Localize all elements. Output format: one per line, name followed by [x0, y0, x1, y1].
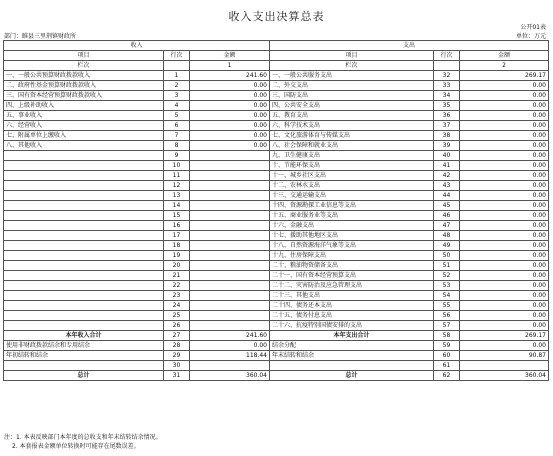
- expense-amount: 0.00: [460, 111, 549, 121]
- expense-row-no: 55: [434, 301, 460, 311]
- income-item: [4, 321, 164, 331]
- table-row: [4, 81, 549, 91]
- table-row: [4, 201, 549, 211]
- page-title: 收入支出决算总表: [228, 10, 325, 23]
- expense-amount: 0.00: [460, 131, 549, 141]
- income-row-no: 19: [164, 251, 190, 261]
- income-special-label: 使用非财政拨款结余和专用结余: [4, 341, 164, 351]
- expense-item: 四、公共安全支出: [270, 101, 434, 111]
- expense-alloc-amount: 0.00: [460, 341, 549, 351]
- expense-amount: 0.00: [460, 161, 549, 171]
- grand-total-row: [4, 371, 549, 381]
- income-amount: [190, 291, 270, 301]
- expense-row-no: 32: [434, 71, 460, 81]
- expense-alloc-no: 59: [434, 341, 460, 351]
- table-row: [4, 161, 549, 171]
- income-amount: [190, 221, 270, 231]
- income-row-no: 16: [164, 221, 190, 231]
- income-row-no: 14: [164, 201, 190, 211]
- table-row: [4, 211, 549, 221]
- expense-row-no: 47: [434, 221, 460, 231]
- table-row: [4, 151, 549, 161]
- expense-item: 二十一、国有资本经营预算支出: [270, 271, 434, 281]
- expense-item: 二、外交支出: [270, 81, 434, 91]
- income-amount: [190, 301, 270, 311]
- income-row-no: 6: [164, 121, 190, 131]
- table-row: [4, 321, 549, 331]
- income-amount: 0.00: [190, 141, 270, 151]
- table-row: [4, 231, 549, 241]
- expense-amount: 0.00: [460, 231, 549, 241]
- income-item: [4, 281, 164, 291]
- blank-cell: [4, 361, 164, 371]
- income-amount: [190, 171, 270, 181]
- income-amount: 241.60: [190, 71, 270, 81]
- expense-item: 十八、自然资源海洋气象等支出: [270, 241, 434, 251]
- income-amount: [190, 211, 270, 221]
- expense-item: 五、教育支出: [270, 111, 434, 121]
- expense-item: 十二、农林水支出: [270, 181, 434, 191]
- expense-item: 十五、商业服务业等支出: [270, 211, 434, 221]
- income-item: [4, 301, 164, 311]
- income-item: [4, 171, 164, 181]
- expense-rowno-header: 行次: [434, 51, 460, 61]
- income-amount: [190, 311, 270, 321]
- blank-row: [4, 361, 549, 371]
- expense-row-no: 35: [434, 101, 460, 111]
- table-row: [4, 131, 549, 141]
- income-item: [4, 211, 164, 221]
- table-row: [4, 141, 549, 151]
- income-sum-amount: 360.04: [190, 371, 270, 381]
- expense-amount: 0.00: [460, 291, 549, 301]
- table-row: [4, 91, 549, 101]
- income-item: 七、附属单位上缴收入: [4, 131, 164, 141]
- income-row-no: 23: [164, 291, 190, 301]
- income-row-no: 21: [164, 271, 190, 281]
- expense-total-amount: 269.17: [460, 331, 549, 341]
- income-amount: [190, 201, 270, 211]
- footnote-1: 注：1. 本表反映部门本年度的总收支和年末结转结余情况。: [4, 434, 162, 441]
- expense-amount: 0.00: [460, 271, 549, 281]
- income-item: [4, 181, 164, 191]
- income-amount: [190, 231, 270, 241]
- income-amount: [190, 321, 270, 331]
- income-row-no: 20: [164, 261, 190, 271]
- expense-amount: 0.00: [460, 321, 549, 331]
- expense-row-no: 44: [434, 191, 460, 201]
- blank-cell: [434, 61, 460, 71]
- income-amount: [190, 241, 270, 251]
- department-label: 部门：睢县三里荆镇财政所: [4, 33, 77, 40]
- expense-amount: 0.00: [460, 251, 549, 261]
- table-row: [4, 111, 549, 121]
- expense-amount: 0.00: [460, 301, 549, 311]
- expense-item: 十六、金融支出: [270, 221, 434, 231]
- income-item: [4, 161, 164, 171]
- expense-amount: 0.00: [460, 201, 549, 211]
- expense-amount: 0.00: [460, 311, 549, 321]
- table-row: [4, 101, 549, 111]
- blank-cell: [164, 61, 190, 71]
- income-total-label: 本年收入合计: [4, 331, 164, 341]
- table-row: [4, 121, 549, 131]
- table-row: [4, 311, 549, 321]
- income-rowno-header: 行次: [164, 51, 190, 61]
- income-item-header: 项目: [4, 51, 164, 61]
- income-amount: 0.00: [190, 111, 270, 121]
- special-row: [4, 341, 549, 351]
- income-begin-label: 年初结转和结余: [4, 351, 164, 361]
- income-amount: [190, 151, 270, 161]
- income-row-no: 22: [164, 281, 190, 291]
- income-item: 五、事业收入: [4, 111, 164, 121]
- income-item: [4, 191, 164, 201]
- income-blank-no: 30: [164, 361, 190, 371]
- expense-amount: 0.00: [460, 241, 549, 251]
- income-item: [4, 311, 164, 321]
- income-total-no: 27: [164, 331, 190, 341]
- expense-row-no: 49: [434, 241, 460, 251]
- blank-cell: [190, 361, 270, 371]
- expense-item: 二十二、灾害防治及应急管理支出: [270, 281, 434, 291]
- income-row-no: 7: [164, 131, 190, 141]
- income-item: [4, 261, 164, 271]
- expense-item: 二十三、其他支出: [270, 291, 434, 301]
- expense-column-no-label: 栏次: [270, 61, 434, 71]
- table-row: [4, 291, 549, 301]
- expense-item-header: 项目: [270, 51, 434, 61]
- income-sum-no: 31: [164, 371, 190, 381]
- income-total-amount: 241.60: [190, 331, 270, 341]
- expense-row-no: 48: [434, 231, 460, 241]
- table-row: [4, 191, 549, 201]
- expense-amount: 0.00: [460, 191, 549, 201]
- header-row-column-numbers: [4, 61, 549, 71]
- summary-table: [3, 40, 549, 381]
- expense-row-no: 36: [434, 111, 460, 121]
- expense-end-no: 60: [434, 351, 460, 361]
- income-row-no: 26: [164, 321, 190, 331]
- expense-amount: 0.00: [460, 261, 549, 271]
- expense-row-no: 34: [434, 91, 460, 101]
- expense-amount: 0.00: [460, 101, 549, 111]
- expense-item: 三、国防支出: [270, 91, 434, 101]
- blank-cell: [270, 361, 434, 371]
- income-amount: 0.00: [190, 91, 270, 101]
- income-header: 收入: [4, 41, 270, 51]
- income-amount: 0.00: [190, 131, 270, 141]
- expense-row-no: 53: [434, 281, 460, 291]
- expense-row-no: 56: [434, 311, 460, 321]
- income-item: 八、其他收入: [4, 141, 164, 151]
- blank-cell: [460, 361, 549, 371]
- expense-row-no: 46: [434, 211, 460, 221]
- expense-amount: 0.00: [460, 121, 549, 131]
- table-row: [4, 241, 549, 251]
- expense-alloc-label: 结余分配: [270, 341, 434, 351]
- expense-sum-no: 62: [434, 371, 460, 381]
- expense-total-label: 本年支出合计: [270, 331, 434, 341]
- expense-amount: 269.17: [460, 71, 549, 81]
- expense-end-label: 年末结转和结余: [270, 351, 434, 361]
- income-sum-label: 总计: [4, 371, 164, 381]
- income-special-no: 28: [164, 341, 190, 351]
- expense-amount: 0.00: [460, 221, 549, 231]
- expense-total-no: 58: [434, 331, 460, 341]
- footnote-2: 2. 本套报表金额单位转换时可能存在尾数误差。: [12, 443, 140, 450]
- expense-item: 十一、城乡社区支出: [270, 171, 434, 181]
- income-amount: [190, 271, 270, 281]
- income-row-no: 13: [164, 191, 190, 201]
- expense-item: 八、社会保障和就业支出: [270, 141, 434, 151]
- income-row-no: 12: [164, 181, 190, 191]
- income-item: 一、一般公共预算财政拨款收入: [4, 71, 164, 81]
- expense-amount: 0.00: [460, 91, 549, 101]
- expense-row-no: 54: [434, 291, 460, 301]
- income-amount: 0.00: [190, 81, 270, 91]
- income-row-no: 15: [164, 211, 190, 221]
- expense-amount: 0.00: [460, 141, 549, 151]
- income-column-no: 1: [190, 61, 270, 71]
- table-row: [4, 71, 549, 81]
- expense-row-no: 51: [434, 261, 460, 271]
- expense-row-no: 37: [434, 121, 460, 131]
- expense-row-no: 33: [434, 81, 460, 91]
- expense-item: 二十、粮油物资储备支出: [270, 261, 434, 271]
- expense-amount: 0.00: [460, 151, 549, 161]
- table-row: [4, 281, 549, 291]
- expense-row-no: 50: [434, 251, 460, 261]
- expense-row-no: 43: [434, 181, 460, 191]
- form-number: 公开01表: [520, 24, 546, 31]
- income-row-no: 18: [164, 241, 190, 251]
- expense-item: 二十五、债务付息支出: [270, 311, 434, 321]
- expense-header: 支出: [270, 41, 549, 51]
- expense-amount: 0.00: [460, 171, 549, 181]
- expense-sum-label: 总计: [270, 371, 434, 381]
- expense-amount: 0.00: [460, 281, 549, 291]
- expense-amount: 0.00: [460, 81, 549, 91]
- table-row: [4, 171, 549, 181]
- income-amount: [190, 261, 270, 271]
- income-item: [4, 251, 164, 261]
- income-item: [4, 291, 164, 301]
- expense-item: 十、节能环保支出: [270, 161, 434, 171]
- expense-row-no: 42: [434, 171, 460, 181]
- expense-amount-header: 金额: [460, 51, 549, 61]
- header-row-columns: [4, 51, 549, 61]
- income-item: [4, 271, 164, 281]
- income-row-no: 17: [164, 231, 190, 241]
- footnotes: [4, 433, 162, 451]
- income-amount-header: 金额: [190, 51, 270, 61]
- table-row: [4, 181, 549, 191]
- income-row-no: 1: [164, 71, 190, 81]
- expense-sum-amount: 360.04: [460, 371, 549, 381]
- carryover-row: [4, 351, 549, 361]
- income-row-no: 4: [164, 101, 190, 111]
- table-row: [4, 271, 549, 281]
- income-amount: [190, 251, 270, 261]
- expense-row-no: 57: [434, 321, 460, 331]
- expense-item: 二十六、抗疫特别国债安排的支出: [270, 321, 434, 331]
- expense-row-no: 45: [434, 201, 460, 211]
- expense-item: 一、一般公共服务支出: [270, 71, 434, 81]
- income-amount: [190, 191, 270, 201]
- expense-item: 九、卫生健康支出: [270, 151, 434, 161]
- expense-item: 十九、住房保障支出: [270, 251, 434, 261]
- expense-item: 六、科学技术支出: [270, 121, 434, 131]
- expense-row-no: 41: [434, 161, 460, 171]
- expense-blank-no: 61: [434, 361, 460, 371]
- table-row: [4, 221, 549, 231]
- income-item: [4, 151, 164, 161]
- income-special-amount: 0.00: [190, 341, 270, 351]
- income-item: 六、经营收入: [4, 121, 164, 131]
- income-row-no: 11: [164, 171, 190, 181]
- income-row-no: 8: [164, 141, 190, 151]
- income-amount: [190, 161, 270, 171]
- total-row: [4, 331, 549, 341]
- expense-item: 七、文化旅游体育与传媒支出: [270, 131, 434, 141]
- income-amount: [190, 181, 270, 191]
- header-row-sections: [4, 41, 549, 51]
- income-column-no-label: 栏次: [4, 61, 164, 71]
- table-row: [4, 251, 549, 261]
- income-row-no: 9: [164, 151, 190, 161]
- income-row-no: 25: [164, 311, 190, 321]
- expense-amount: 0.00: [460, 211, 549, 221]
- expense-row-no: 40: [434, 151, 460, 161]
- income-row-no: 2: [164, 81, 190, 91]
- expense-row-no: 38: [434, 131, 460, 141]
- income-item: [4, 241, 164, 251]
- income-row-no: 10: [164, 161, 190, 171]
- unit-label: 单位：万元: [515, 33, 546, 40]
- income-amount: [190, 281, 270, 291]
- table-row: [4, 261, 549, 271]
- income-item: 四、上级补助收入: [4, 101, 164, 111]
- expense-item: 十四、资源勘探工业信息等支出: [270, 201, 434, 211]
- expense-item: 二十四、债务还本支出: [270, 301, 434, 311]
- expense-item: 十三、交通运输支出: [270, 191, 434, 201]
- expense-row-no: 39: [434, 141, 460, 151]
- expense-column-no: 2: [460, 61, 549, 71]
- expense-row-no: 52: [434, 271, 460, 281]
- table-row: [4, 301, 549, 311]
- income-amount: 0.00: [190, 121, 270, 131]
- income-begin-no: 29: [164, 351, 190, 361]
- expense-end-amount: 90.87: [460, 351, 549, 361]
- income-item: 三、国有资本经营预算财政拨款收入: [4, 91, 164, 101]
- income-item: [4, 221, 164, 231]
- income-row-no: 3: [164, 91, 190, 101]
- income-item: [4, 201, 164, 211]
- income-item: [4, 231, 164, 241]
- income-row-no: 24: [164, 301, 190, 311]
- expense-item: 十七、援助其他地区支出: [270, 231, 434, 241]
- income-amount: 0.00: [190, 101, 270, 111]
- income-item: 二、政府性基金预算财政拨款收入: [4, 81, 164, 91]
- income-row-no: 5: [164, 111, 190, 121]
- income-begin-amount: 118.44: [190, 351, 270, 361]
- expense-amount: 0.00: [460, 181, 549, 191]
